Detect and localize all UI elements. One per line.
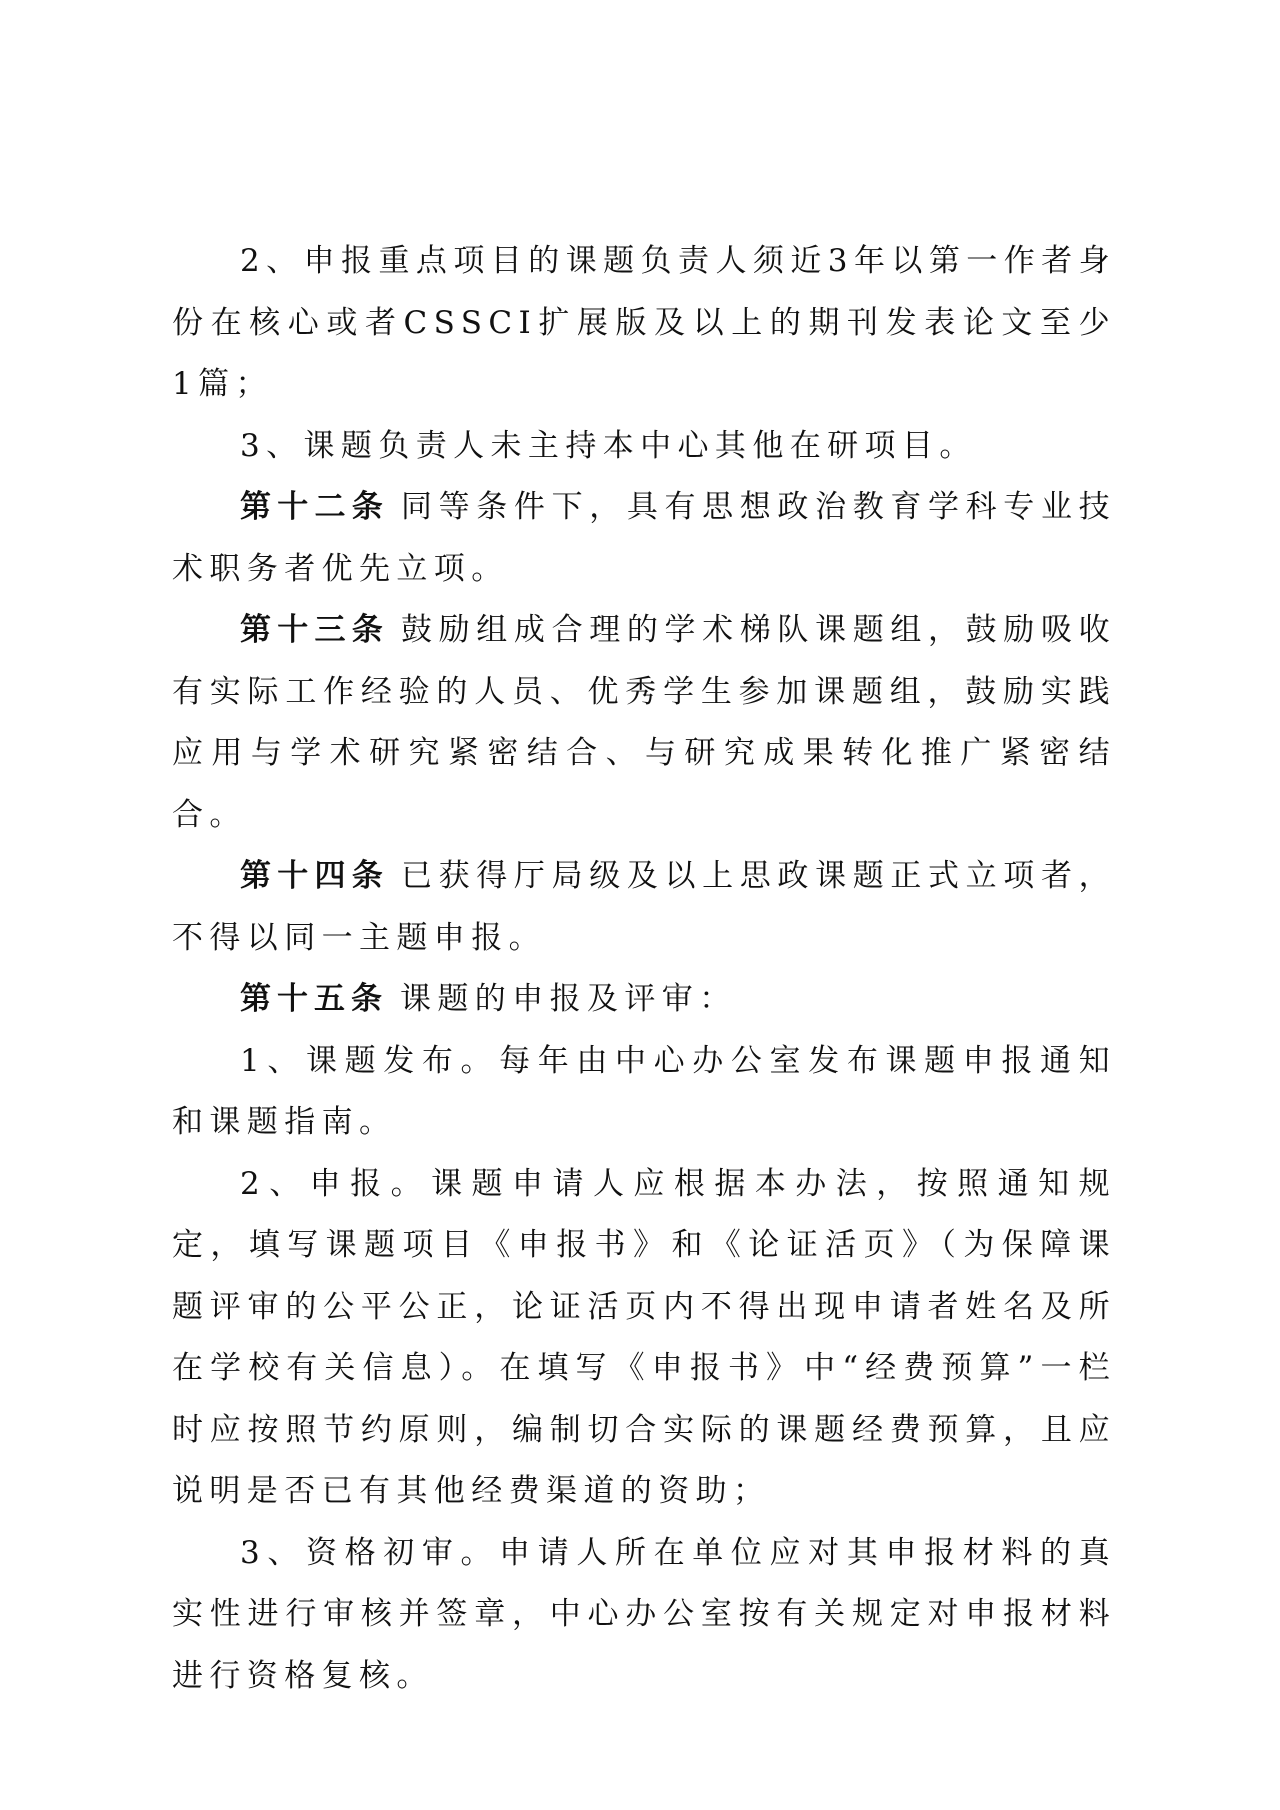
paragraph-text: 3、课题负责人未主持本中心其他在研项目。 (240, 427, 977, 464)
paragraph-text: 1、课题发布。每年由中心办公室发布课题申报通知和课题指南。 (172, 1042, 1116, 1140)
article-13 (172, 600, 1116, 846)
article-title: 第十三条 (240, 612, 389, 648)
document-page (172, 231, 1116, 1707)
paragraph-text: 3、资格初审。申请人所在单位应对其申报材料的真实性进行审核并签章，中心办公室按有关规定对申报材料进行资格复核。 (172, 1534, 1116, 1694)
article-text: 同等条件下，具有思想政治教育学科专业技术职务者优先立项。 (172, 489, 1116, 587)
paragraph-step-1 (172, 1031, 1116, 1154)
article-14 (172, 846, 1116, 969)
article-text: 已获得厅局级及以上思政课题正式立项者，不得以同一主题申报。 (172, 858, 1116, 956)
paragraph-step-2 (172, 1154, 1116, 1523)
article-text: 课题的申报及评审： (400, 981, 737, 1017)
article-title: 第十四条 (240, 858, 389, 894)
paragraph-step-3 (172, 1523, 1116, 1708)
paragraph-text: 2、申报重点项目的课题负责人须近3年以第一作者身份在核心或者CSSCI扩展版及以上的期刊发表论文至少1篇； (172, 243, 1116, 402)
paragraph-text: 2、申报。课题申请人应根据本办法，按照通知规定，填写课题项目《申报书》和《论证活页》（为保障课题评审的公平公正，论证活页内不得出现申请者姓名及所在学校有关信息）。在填写《申报书》中“经费预算”一栏时应按照节约原则，编制切合实际的课题经费预算，且应说明是否已有其他经费渠道的资助； (172, 1165, 1116, 1509)
article-15 (172, 969, 1116, 1031)
article-title: 第十五条 (240, 981, 388, 1017)
paragraph-requirement-3 (172, 416, 1116, 478)
article-text: 鼓励组成合理的学术梯队课题组，鼓励吸收有实际工作经验的人员、优秀学生参加课题组，鼓励实践应用与学术研究紧密结合、与研究成果转化推广紧密结合。 (172, 612, 1116, 833)
article-title: 第十二条 (240, 489, 389, 525)
paragraph-requirement-2 (172, 231, 1116, 416)
article-12 (172, 477, 1116, 600)
